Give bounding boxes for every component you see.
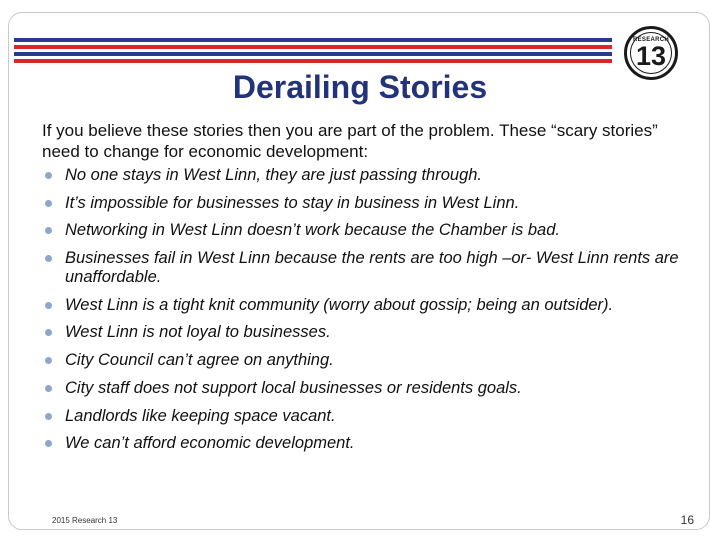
logo-top-text: RESEARCH [632, 37, 670, 43]
bullet-item [42, 351, 692, 370]
header-stripe-red [14, 45, 612, 49]
bullet-list [42, 166, 692, 462]
bullet-text: City staff does not support local businesses or residents goals. [65, 378, 522, 397]
logo-number: 13 [635, 41, 667, 71]
bullet-item [42, 166, 692, 185]
bullet-dot-icon [45, 357, 52, 364]
bullet-dot-icon [45, 200, 52, 207]
footer-text: 2015 Research 13 [52, 516, 118, 525]
slide-title: Derailing Stories [232, 69, 488, 105]
bullet-dot-icon [45, 255, 52, 262]
bullet-dot-icon [45, 385, 52, 392]
bullet-text: Businesses fail in West Linn because the rents are too high –or- West Linn rents are unaffordable. [65, 249, 679, 287]
bullet-item [42, 221, 692, 240]
bullet-item [42, 379, 692, 398]
bullet-item [42, 434, 692, 453]
header-stripe-blue [14, 52, 612, 56]
header-stripe-blue [14, 38, 612, 42]
bullet-dot-icon [45, 440, 52, 447]
bullet-item [42, 323, 692, 342]
bullet-item [42, 194, 692, 213]
page-number: 16 [680, 513, 694, 527]
bullet-text: Landlords like keeping space vacant. [65, 406, 336, 425]
bullet-item [42, 296, 692, 315]
bullet-item [42, 249, 692, 287]
bullet-text: City Council can’t agree on anything. [65, 351, 334, 370]
bullet-text: Networking in West Linn doesn’t work because the Chamber is bad. [65, 221, 560, 240]
bullet-dot-icon [45, 329, 52, 336]
intro-text: If you believe these stories then you are part of the problem. These “scary stories” need to change for economic development: [42, 121, 658, 161]
bullet-item [42, 407, 692, 426]
bullet-text: It’s impossible for businesses to stay in business in West Linn. [65, 193, 520, 212]
bullet-text: No one stays in West Linn, they are just passing through. [65, 166, 483, 184]
header-stripe-red [14, 59, 612, 63]
bullet-dot-icon [45, 227, 52, 234]
bullet-text: We can’t afford economic development. [65, 434, 355, 453]
bullet-dot-icon [45, 302, 52, 309]
bullet-text: West Linn is not loyal to businesses. [65, 323, 331, 342]
bullet-dot-icon [45, 413, 52, 420]
bullet-dot-icon [45, 172, 52, 179]
bullet-text: West Linn is a tight knit community (worry about gossip; being an outsider). [65, 295, 614, 314]
